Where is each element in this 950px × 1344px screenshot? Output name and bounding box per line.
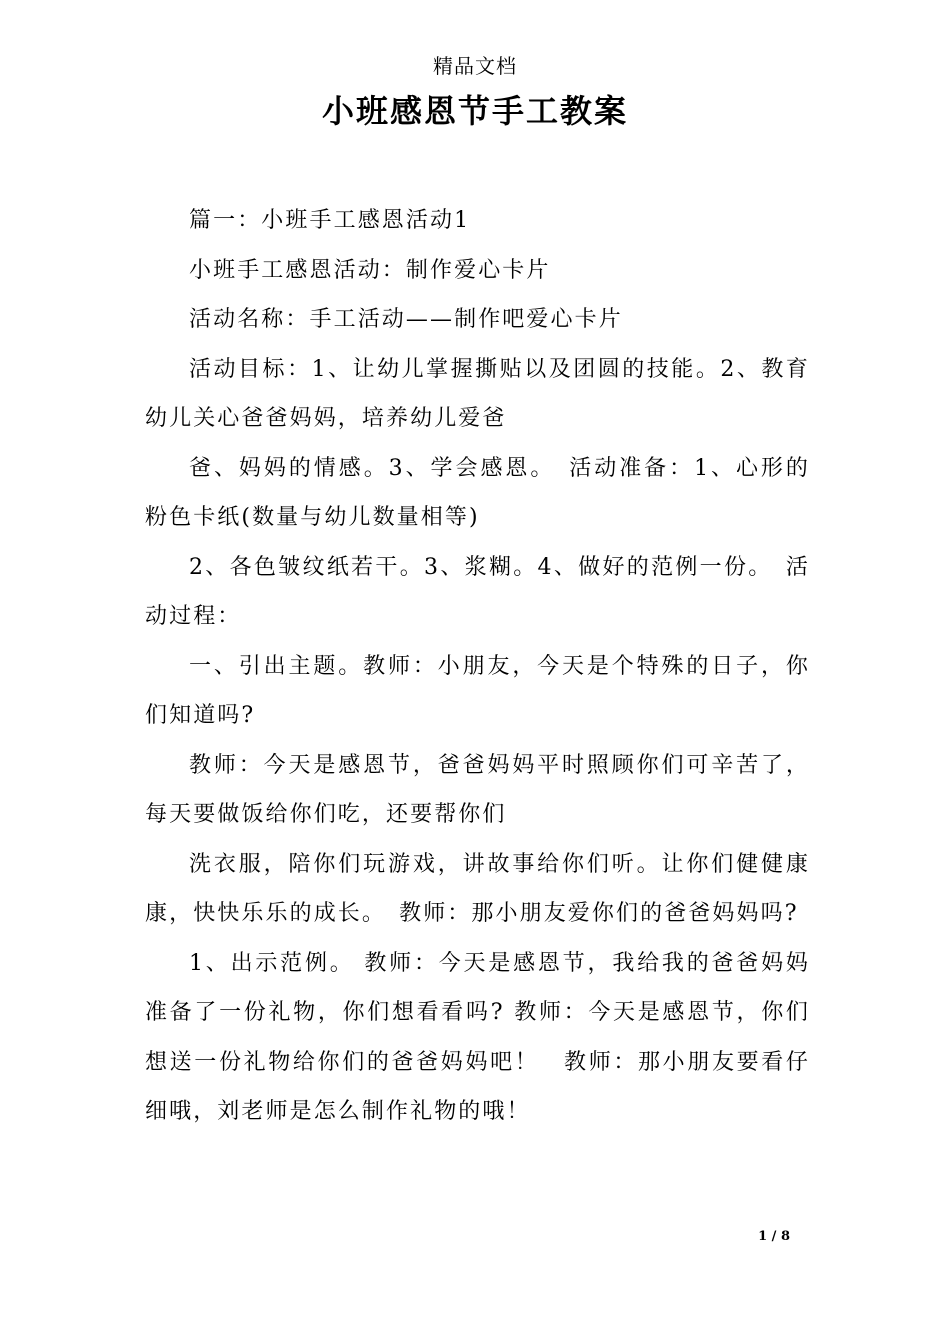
paragraph: 小班手工感恩活动：制作爱心卡片 — [189, 257, 551, 283]
paragraph: 活动名称：手工活动——制作吧爱心卡片 — [189, 307, 623, 332]
paragraph: 洗衣服，陪你们玩游戏，讲故事给你们听。让你们健健康康，快快乐乐的成长。 教师：那小朋友爱你们的爸爸妈妈吗? — [145, 851, 810, 926]
paragraph: 篇一：小班手工感恩活动1 — [189, 208, 471, 233]
document-title: 小班感恩节手工教案 — [321, 92, 628, 130]
paragraph: 教师：今天是感恩节，爸爸妈妈平时照顾你们可辛苦了，每天要做饭给你们吃，还要帮你们 — [145, 752, 810, 827]
page-number: 1 / 8 — [758, 1229, 790, 1244]
paragraph: 活动目标：1、让幼儿掌握撕贴以及团圆的技能。2、教育幼儿关心爸爸妈妈，培养幼儿爱爸 — [145, 356, 810, 431]
paragraph: 1、出示范例。 教师：今天是感恩节，我给我的爸爸妈妈准备了一份礼物，你们想看看吗? 教师：今天是感恩节，你们想送一份礼物给你们的爸爸妈妈吧！ 教师：那小朋友要看仔细哦，刘老师是怎么制作礼物的哦！ — [145, 950, 810, 1124]
header-label: 精品文档 — [433, 54, 517, 78]
paragraph: 2、各色皱纹纸若干。3、浆糊。4、做好的范例一份。 活动过程： — [145, 554, 810, 629]
paragraph: 一、引出主题。教师：小朋友，今天是个特殊的日子，你们知道吗? — [145, 653, 810, 728]
paragraph: 爸、妈妈的情感。3、学会感恩。 活动准备：1、心形的粉色卡纸(数量与幼儿数量相等) — [145, 455, 810, 530]
document-body — [145, 196, 810, 1137]
